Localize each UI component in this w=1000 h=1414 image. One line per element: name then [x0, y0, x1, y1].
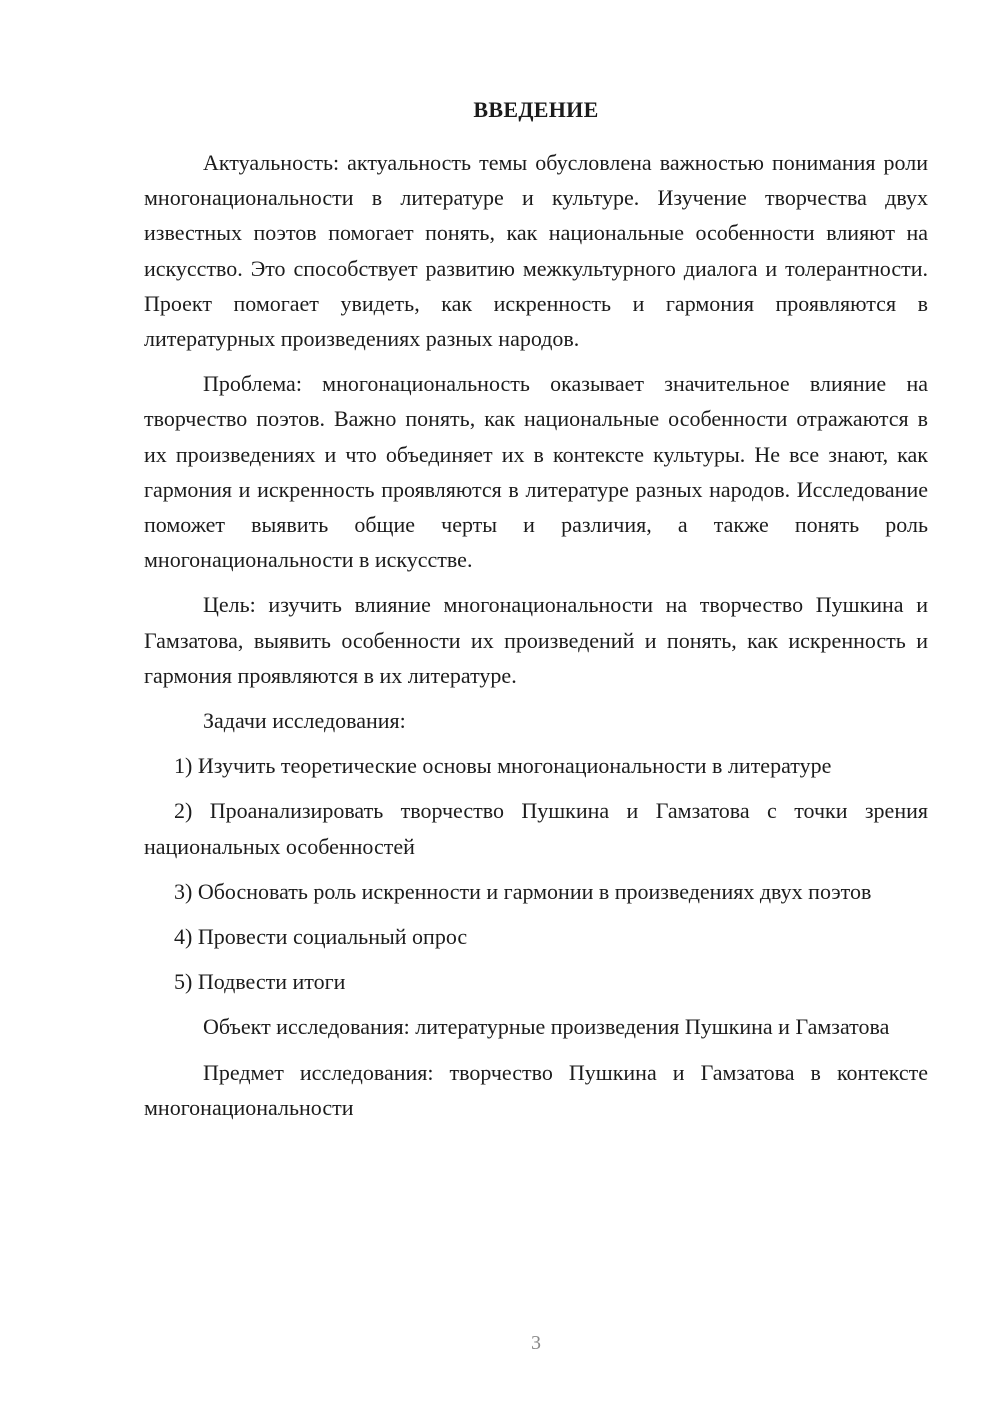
relevance-paragraph: Актуальность: актуальность темы обусловлена важностью понимания роли многонациональности в литературе и культуре. Изучение творчества двух известных поэтов помогает понять, как национальные особенности влияют на искусство. Это способствует развитию межкультурного диалога и толерантности. Проект помогает увидеть, как искренность и гармония проявляются в литературных произведениях разных народов.: [144, 150, 928, 352]
document-page: [144, 92, 928, 1135]
list-item: 2) Проанализировать творчество Пушкина и Гамзатова с точки зрения национальных особенностей: [144, 798, 928, 859]
list-item: 4) Провести социальный опрос: [174, 924, 468, 950]
list-item: 3) Обосновать роль искренности и гармонии в произведениях двух поэтов: [174, 878, 872, 904]
list-item: 1) Изучить теоретические основы многонациональности в литературе: [174, 753, 832, 779]
problem-paragraph: Проблема: многонациональность оказывает значительное влияние на творчество поэтов. Важно понять, как национальные особенности отражаются в их произведениях и что объединяет их в контексте культуры. Не все знают, как гармония и искренность проявляются в литературе разных народов. Исследование поможет выявить общие черты и различия, а также понять роль многонациональности в искусстве.: [144, 371, 928, 573]
goal-paragraph: Цель: изучить влияние многонациональности на творчество Пушкина и Гамзатова, выявить особенности их произведений и понять, как искренность и гармония проявляются в их литературе.: [144, 592, 928, 688]
page-number: 3: [531, 1332, 541, 1354]
subject-paragraph: Предмет исследования: творчество Пушкина и Гамзатова в контексте многонациональности: [144, 1059, 928, 1120]
page-title: ВВЕДЕНИЕ: [473, 97, 599, 122]
object-paragraph: Объект исследования: литературные произведения Пушкина и Гамзатова: [203, 1014, 890, 1040]
tasks-list: [144, 748, 928, 999]
list-item: 5) Подвести итоги: [174, 969, 346, 995]
tasks-title: Задачи исследования:: [203, 708, 406, 734]
